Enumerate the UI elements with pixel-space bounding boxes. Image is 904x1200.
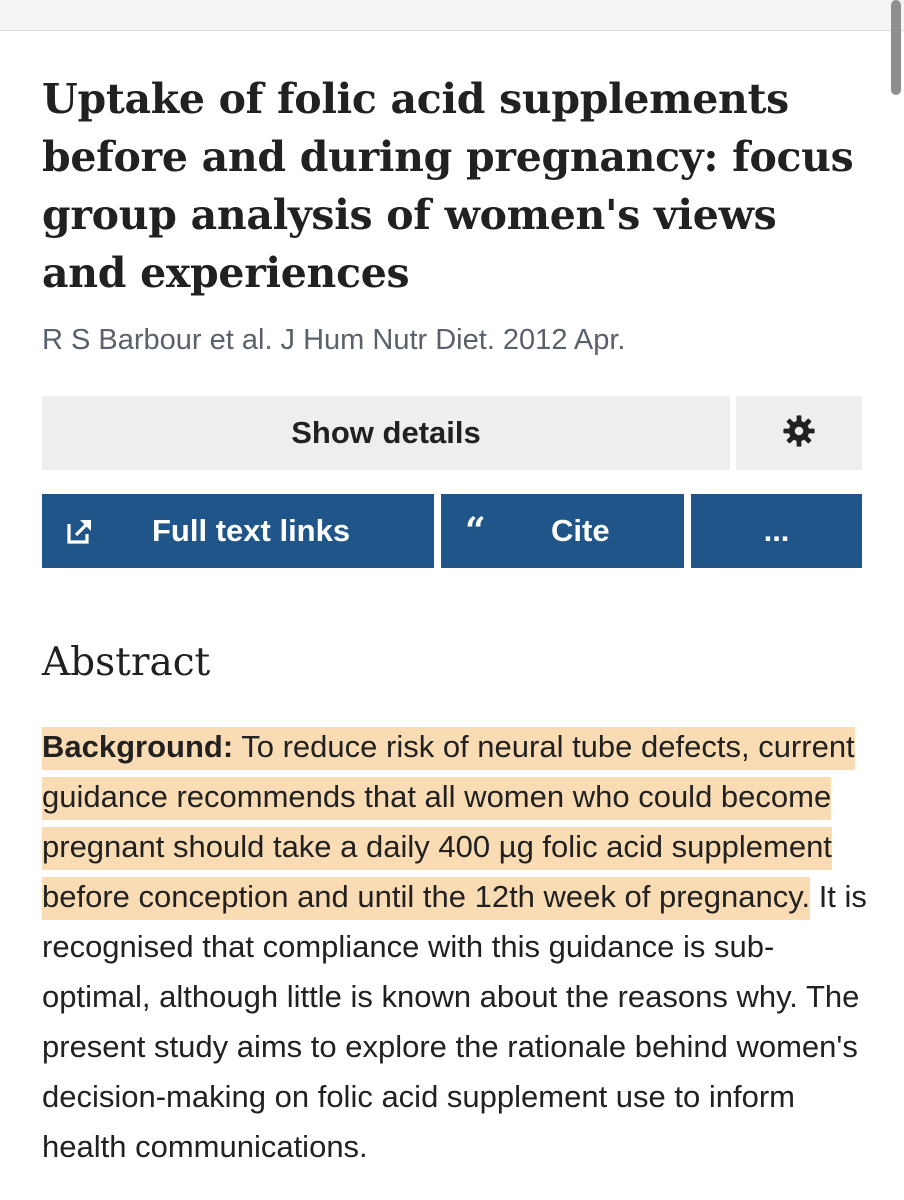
highlighted-passage	[42, 727, 855, 920]
full-text-links-button[interactable]	[42, 494, 434, 568]
show-details-label: Show details	[291, 415, 481, 450]
full-text-links-label: Full text links	[152, 513, 351, 548]
gear-icon	[782, 414, 816, 453]
browser-top-bar	[0, 0, 904, 31]
background-label: Background:	[42, 729, 234, 764]
article-citation: R S Barbour et al. J Hum Nutr Diet. 2012 Apr.	[42, 324, 626, 356]
abstract-body-text: It is recognised that compliance with this guidance is sub-optimal, although little is known about the reasons why. The present study aims to explore the rationale behind women's decision-making on folic acid supplement use to inform health communications.	[42, 879, 867, 1164]
abstract-heading: Abstract	[42, 640, 211, 685]
actions-row	[42, 494, 862, 568]
details-row	[42, 396, 862, 470]
show-details-button[interactable]	[42, 396, 730, 470]
abstract-text	[42, 722, 872, 1172]
article-title: Uptake of folic acid supplements before and during pregnancy: focus group analysis of women's views and experiences	[42, 75, 854, 297]
article-content	[42, 70, 862, 685]
scrollbar[interactable]	[891, 0, 901, 95]
external-link-icon	[66, 517, 94, 545]
quote-icon: “	[465, 510, 486, 552]
more-actions-button[interactable]	[691, 494, 862, 568]
more-label: ...	[763, 513, 790, 548]
cite-button[interactable]	[441, 494, 684, 568]
cite-label: Cite	[551, 513, 610, 548]
settings-button[interactable]	[736, 396, 862, 470]
highlighted-text: To reduce risk of neural tube defects, current guidance recommends that all women who could become pregnant should take a daily 400 µg folic acid supplement before conception and until the 12th week of pregnancy.	[42, 729, 855, 914]
